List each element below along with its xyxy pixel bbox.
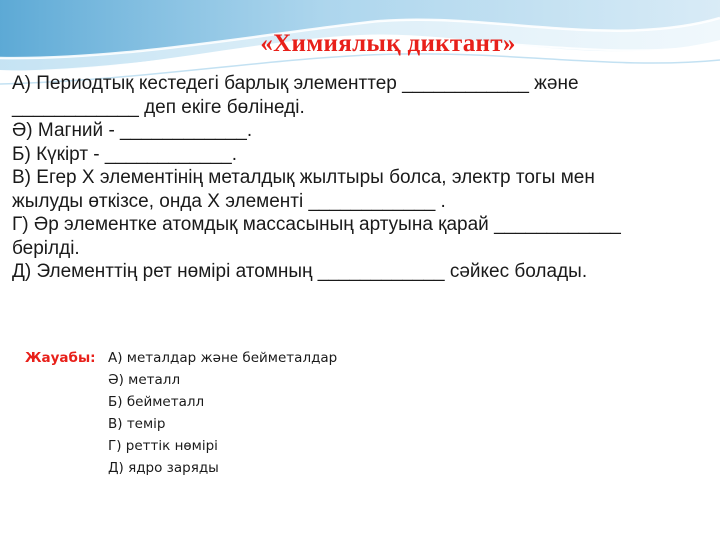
question-line: Ә) Магний - ____________. bbox=[12, 120, 253, 141]
answer-item: Б) бейметалл bbox=[108, 394, 205, 410]
question-line: Б) Күкірт - ____________. bbox=[12, 143, 237, 165]
question-line: берілді. bbox=[12, 237, 80, 259]
question-line: А) Периодтық кестедегі барлық элементтер ____________ және bbox=[12, 73, 579, 94]
answer-item: А) металдар және бейметалдар bbox=[108, 350, 338, 366]
answer-label: Жауабы: bbox=[25, 350, 96, 366]
answer-item: Ә) металл bbox=[108, 372, 181, 388]
question-line: жылуды өткізсе, онда Х элементі ____________ . bbox=[12, 190, 446, 212]
question-line: Г) Әр элементке атомдық массасының артуына қарай ____________ bbox=[12, 214, 621, 235]
question-line: ____________ деп екіге бөлінеді. bbox=[12, 96, 305, 118]
page-title: «Химиялық диктант» bbox=[260, 30, 516, 57]
question-line: Д) Элементтің рет нөмірі атомның ____________ сәйкес болады. bbox=[12, 261, 588, 282]
question-line: В) Егер Х элементінің металдық жылтыры болса, электр тогы мен bbox=[12, 167, 595, 188]
answer-item: Д) ядро заряды bbox=[108, 460, 219, 476]
answer-item: В) темір bbox=[108, 416, 166, 432]
question-list bbox=[12, 72, 712, 284]
answer-item: Г) реттік нөмірі bbox=[108, 438, 218, 454]
